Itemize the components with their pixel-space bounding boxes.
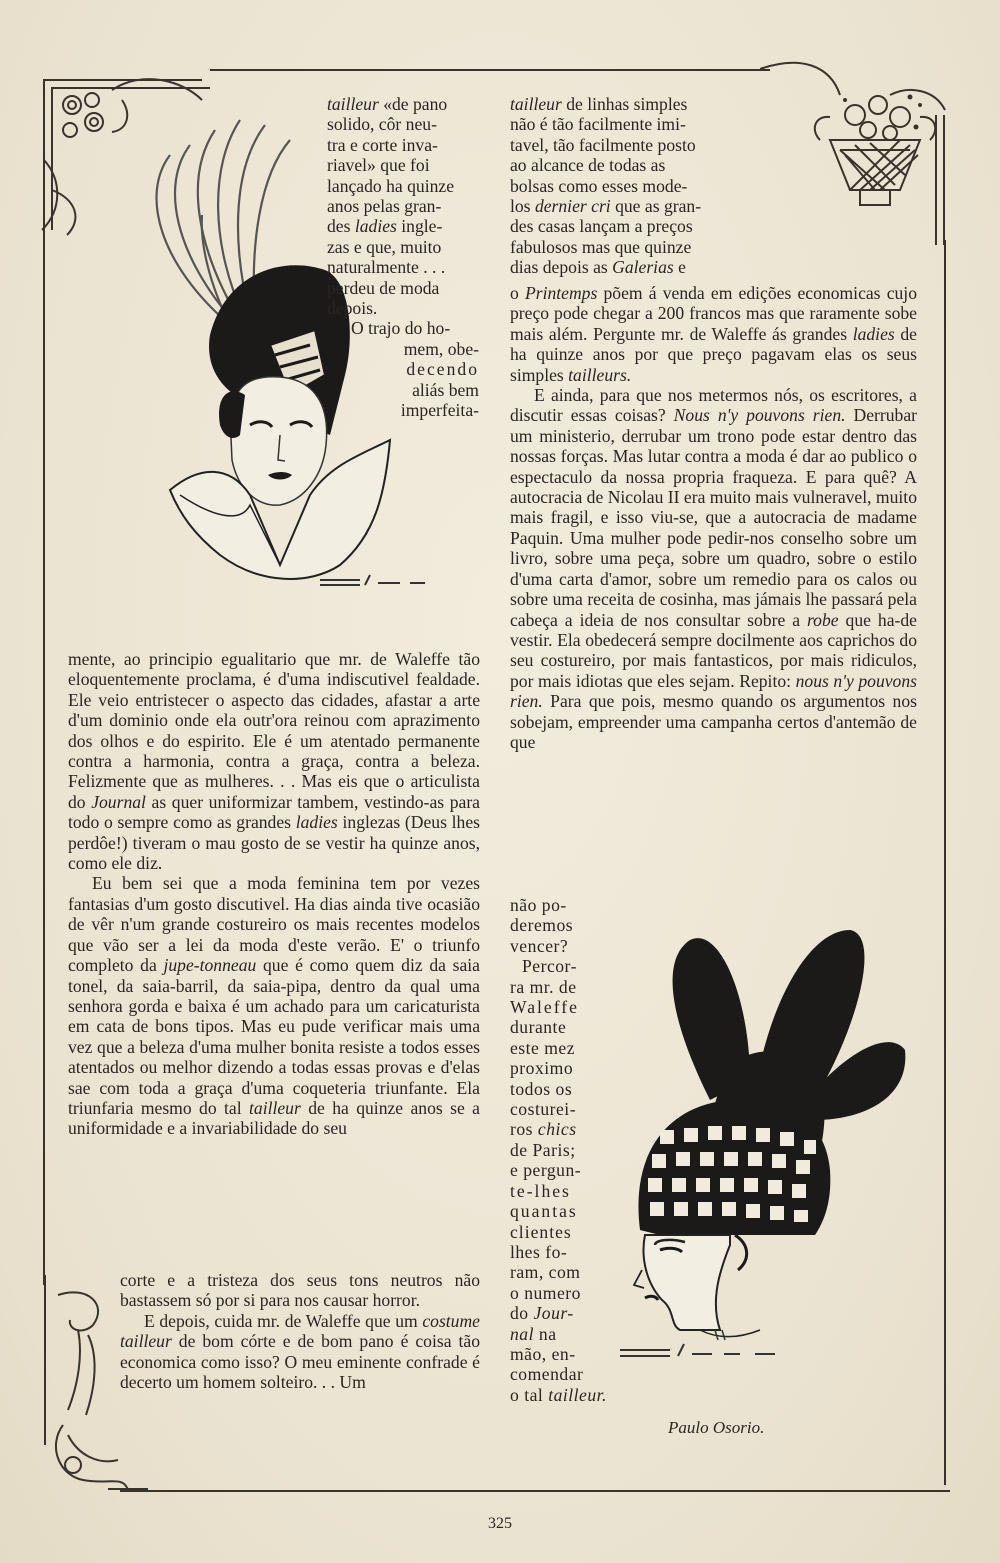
- author-signature: Paulo Osorio.: [668, 1418, 765, 1437]
- right-line-3: tavel, tão facilmente posto: [510, 134, 696, 155]
- narrow-line-9: proximo: [510, 1058, 574, 1079]
- narrow-line-23: mão, en-: [510, 1343, 576, 1364]
- left-line-16: imperfeita-: [400, 400, 479, 421]
- right-line-5: bolsas como esses mode-: [510, 175, 688, 196]
- right-line-8: fabulosos mas que quinze: [510, 236, 692, 257]
- left-line-10: perdeu de moda: [327, 277, 440, 298]
- narrow-line-24: comendar: [510, 1364, 584, 1385]
- narrow-line-2: deremos: [510, 915, 574, 936]
- narrow-line-15: te-lhes: [510, 1180, 571, 1201]
- frame-bottom-line: [120, 1490, 950, 1492]
- narrow-line-14: e pergun-: [510, 1160, 582, 1181]
- narrow-line-13: de Paris;: [510, 1139, 576, 1160]
- frame-left-line: [43, 230, 45, 1285]
- top-right-ornament: [760, 55, 960, 255]
- left-line-1: tailleur «de pano: [327, 94, 448, 114]
- left-paragraph-3: E depois, cuida mr. de Waleffe que um costume tailleur de bom córte e de bom pano é coisa tão economica como isso? O meu eminente confrade é decerto um homem solteiro. . . Um: [120, 1310, 480, 1393]
- left-line-7: des ladies ingle-: [327, 216, 443, 237]
- left-paragraph-2-end: corte e a tristeza dos seus tons neutros não bastassem só por si para nos causar horror.: [120, 1270, 480, 1311]
- right-paragraph-2: E ainda, para que nos metermos nós, os escritores, a discutir essas coisas? Nous n'y pouvons rien. Derrubar um ministerio, derrubar um trono pode estar dentro das nossas forças. Mas lutar contra a moda é dar ao publico o espectaculo da nossa propria fraqueza. E para quê? A autocracia de Nicolau II era muito mais vulneravel, muito mais fragil, e isso viu-se, que a autocracia de madame Paquin. Uma mulher pode pedir-nos conselho sobre um livro, sobre uma peça, sobre um quadro, sobre o estilo d'uma carta d'amor, sobre um remedio para os calos ou sobre uma receita de cosinha, mas jámais lhe passará pela cabeça a ideia de nos consultar sobre a robe que ha-de vestir. Ela obedecerá sempre docilmente aos caprichos do seu costureiro, por mais fantasticos, por mais ridiculos, por mais idiotas que eles sejam. Repito: nous n'y pouvons rien. Para que pois, mesmo quando os argumentos nos sobejam, empreender uma campanha certos d'antemão de que: [510, 385, 917, 752]
- des-word: des: [327, 216, 355, 237]
- left-line-13: mem, obe-: [403, 338, 479, 359]
- narrow-line-6: Waleffe: [510, 997, 579, 1018]
- left-line-12: O trajo do ho-: [351, 318, 451, 339]
- narrow-line-5: ra mr. de: [510, 976, 577, 997]
- right-line-1: tailleur de linhas simples: [510, 94, 688, 114]
- right-line-9: dias depois as Galerias e: [510, 257, 686, 278]
- narrow-line-4: Percor-: [522, 956, 577, 977]
- right-line-2: não é tão facilmente imi-: [510, 114, 686, 135]
- right-paragraph-1: o Printemps põem á venda em edições economicas cujo preço pode chegar a 200 francos mas que raramente sobe mais além. Pergunte mr. de Waleffe ás grandes ladies de ha quinze anos por que preço pagavam elas os seus simples tailleurs.: [510, 283, 917, 385]
- narrow-line-21: do Jour-: [510, 1303, 574, 1324]
- narrow-line-1: não po-: [510, 895, 567, 915]
- left-line-11: depois.: [327, 298, 378, 319]
- right-line-7: des casas lançam a preços: [510, 216, 693, 237]
- left-column-body: [68, 649, 480, 1139]
- left-line-14: decendo: [406, 359, 479, 380]
- narrow-line-22: nal na: [510, 1323, 557, 1344]
- left-line-2: solido, côr neu-: [327, 114, 437, 135]
- right-column-body: [510, 283, 917, 752]
- narrow-line-17: clientes: [510, 1221, 572, 1242]
- narrow-line-12: ros chics: [510, 1119, 577, 1140]
- narrow-line-3: vencer?: [510, 935, 569, 956]
- page-number: 325: [488, 1515, 512, 1532]
- narrow-line-18: lhes fo-: [510, 1241, 568, 1262]
- left-column-bottom-indented: [120, 1270, 480, 1392]
- left-line-8: zas e que, muito: [327, 236, 442, 257]
- woman-lattice-bow-hat-illustration: [600, 900, 930, 1380]
- narrow-line-19: ram, com: [510, 1262, 581, 1283]
- left-line-9: naturalmente . . .: [327, 257, 446, 278]
- right-column-top: [510, 94, 750, 278]
- narrow-line-11: costurei-: [510, 1099, 577, 1120]
- left-column-wrapped-intro: [327, 94, 479, 421]
- left-line-4: riavel» que foi: [327, 155, 430, 176]
- left-line-5: lançado ha quinze: [327, 175, 455, 196]
- left-paragraph-1: mente, ao principio egualitario que mr. de Waleffe tão eloquentemente proclama, é d'uma indiscutivel fealdade. Ele veio entristecer o aspecto das cidades, afastar a arte d'um dominio onde ela outr'ora reinou com aprazimento dos olhos e do espirito. Ele é um atentado permanente contra a harmonia, contra a graça, contra a beleza. Felizmente que as mulheres. . . Mas eis que o articulista do Journal as quer uniformizar tambem, vestindo-as para todo o sempre como as grandes ladies inglezas (Deus lhes perdôe!) tiveram o mau gosto de se vestir ha quinze anos, como ele diz.: [68, 649, 480, 874]
- narrow-line-25: o tal tailleur.: [510, 1384, 607, 1405]
- narrow-line-7: durante: [510, 1017, 567, 1038]
- narrow-line-16: quantas: [510, 1201, 578, 1222]
- frame-right-line: [944, 240, 946, 1485]
- left-line-6: anos pelas gran-: [327, 196, 442, 217]
- narrow-line-10: todos os: [510, 1078, 573, 1099]
- left-line-15: aliás bem: [412, 379, 479, 400]
- left-line-3: tra e corte inva-: [327, 134, 438, 155]
- right-column-narrow-bottom: [510, 895, 607, 1405]
- left-paragraph-2: Eu bem sei que a moda feminina tem por vezes fantasias d'um gosto discutivel. Ha dias ainda tive ocasião de vêr n'um grande costureiro os mais recentes modelos que vão ser a lei da moda d'este verão. E' o triunfo completo da jupe-tonneau que é como quem diz da saia tonel, da saia-barril, da saia-pipa, dentro da qual uma senhora gorda e baixa é um achado para um caricaturista em cata de bons tipos. Mas eu pude verificar mais uma vez que a beleza d'uma mulher bonita resiste a todos esses atentados ou melhor dizendo a todas essas provas e d'elas sae com toda a graça d'uma coqueteria triunfante. Ela triunfaria mesmo do tal tailleur de ha quinze anos se a uniformidade e a invariabilidade do seu: [68, 873, 480, 1139]
- right-line-6: los dernier cri que as gran-: [510, 196, 702, 217]
- frame-top-line: [210, 69, 770, 71]
- narrow-line-20: o numero: [510, 1282, 581, 1303]
- right-line-4: ao alcance de todas as: [510, 155, 666, 176]
- narrow-line-8: este mez: [510, 1037, 576, 1058]
